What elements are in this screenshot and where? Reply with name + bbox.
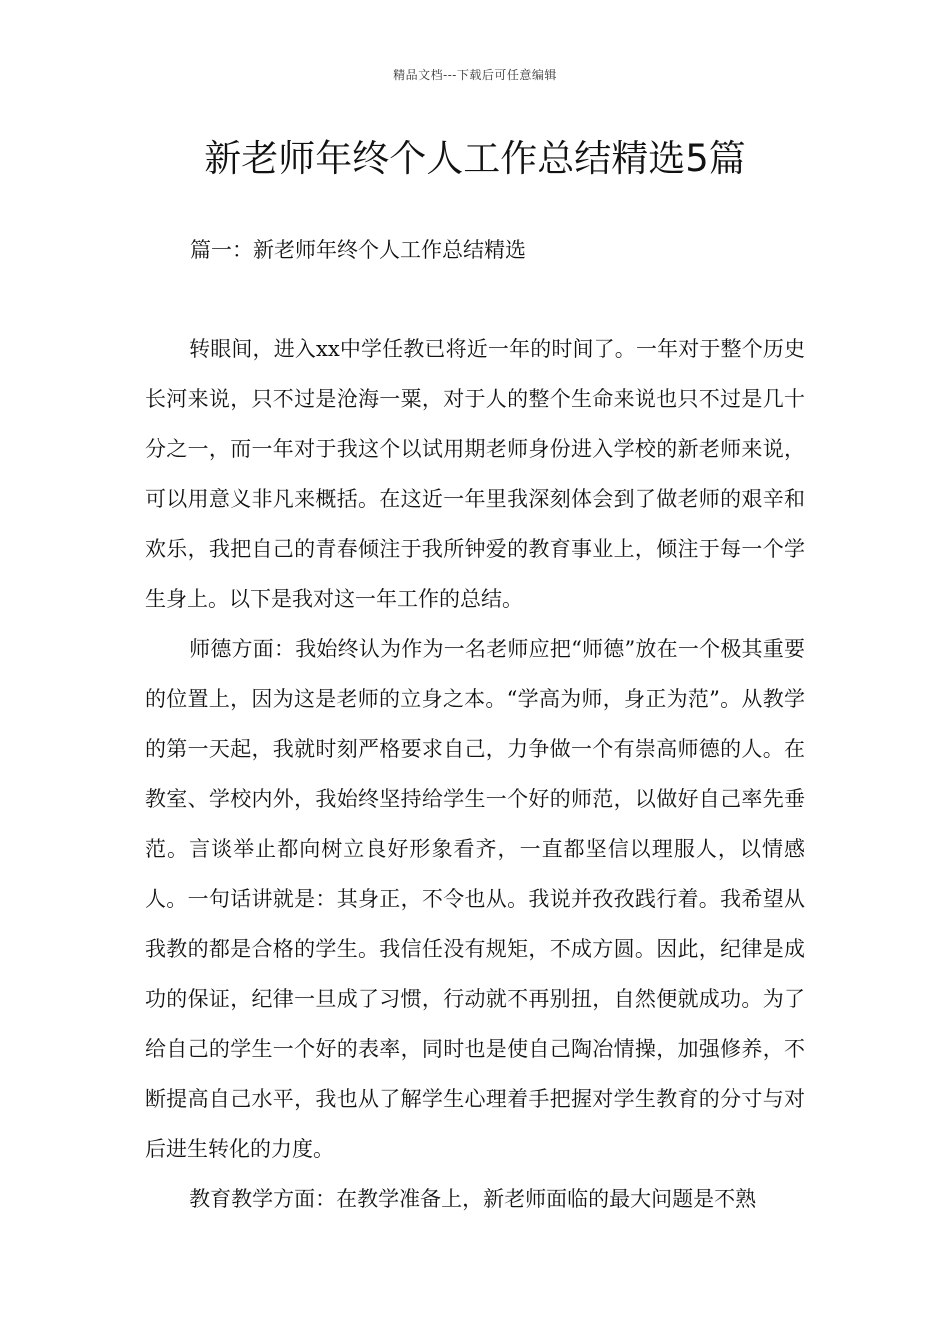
document-body <box>145 324 805 1224</box>
paragraph: 转眼间，进入xx中学任教已将近一年的时间了。一年对于整个历史长河来说，只不过是沧海一粟，对于人的整个生命来说也只不过是几十分之一，而一年对于我这个以试用期老师身份进入学校的新老师来说，可以用意义非凡来概括。在这近一年里我深刻体会到了做老师的艰辛和欢乐，我把自己的青春倾注于我所钟爱的教育事业上，倾注于每一个学生身上。以下是我对这一年工作的总结。 <box>145 337 805 611</box>
header-note: 精品文档---下载后可任意编辑 <box>393 68 557 82</box>
document-title: 新老师年终个人工作总结精选5篇 <box>204 137 746 180</box>
paragraph: 教育教学方面：在教学准备上，新老师面临的最大问题是不熟 <box>189 1187 757 1211</box>
section-heading: 篇一：新老师年终个人工作总结精选 <box>190 238 526 262</box>
paragraph: 师德方面：我始终认为作为一名老师应把“师德”放在一个极其重要的位置上，因为这是老师的立身之本。“学高为师，身正为范”。从教学的第一天起，我就时刻严格要求自己，力争做一个有崇高师德的人。在教室、学校内外，我始终坚持给学生一个好的师范，以做好自己率先垂范。言谈举止都向树立良好形象看齐，一直都坚信以理服人，以情感人。一句话讲就是：其身正，不令也从。我说并孜孜践行着。我希望从我教的都是合格的学生。我信任没有规矩，不成方圆。因此，纪律是成功的保证，纪律一旦成了习惯，行动就不再别扭，自然便就成功。为了给自己的学生一个好的表率，同时也是使自己陶冶情操，加强修养，不断提高自己水平，我也从了解学生心理着手把握对学生教育的分寸与对后进生转化的力度。 <box>145 637 805 1161</box>
